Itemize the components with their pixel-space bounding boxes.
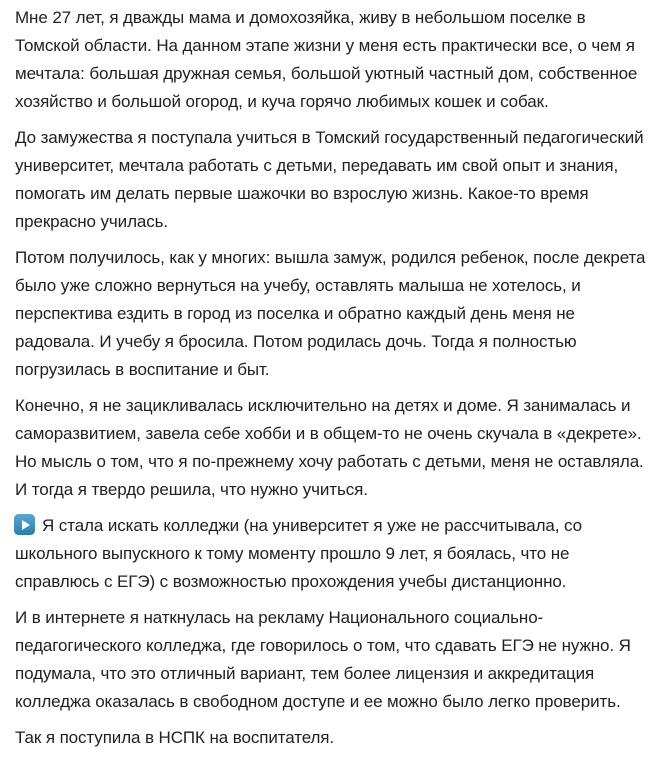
paragraph-advert: И в интернете я наткнулась на рекламу Национального социально-педагогического колледжа, где говорилось о том, что сдавать ЕГЭ не нужно. Я подумала, что это отличный вариант, тем более лицензия и аккредитация колледжа оказалась в свободном доступе и ее можно было легко проверить. <box>15 608 631 711</box>
play-triangle-icon <box>22 520 30 530</box>
paragraph-hobby: Конечно, я не зацикливалась исключительно на детях и доме. Я занималась и саморазвитием, завела себе хобби и в общем-то не очень скучала в «декрете». Но мысль о том, что я по-прежнему хочу работать с детьми, меня не оставляла. И тогда я твердо решила, что нужно учиться. <box>15 396 644 499</box>
play-icon <box>14 514 35 535</box>
paragraph-university: До замужества я поступала учиться в Томский государственный педагогический университет, мечтала работать с детьми, передавать им свой опыт и знания, помогать им делать первые шажочки во взрослую жизнь. Какое-то время прекрасно училась. <box>15 128 644 231</box>
paragraph-conclusion: Так я поступила в НСПК на воспитателя. <box>15 728 335 747</box>
paragraph-college-search <box>15 512 653 596</box>
paragraph-family: Потом получилось, как у многих: вышла замуж, родился ребенок, после декрета было уже сложно вернуться на учебу, оставлять малыша не хотелось, и перспектива ездить в город из поселка и обратно каждый день меня не радовала. И учебу я бросила. Потом родилась дочь. Тогда я полностью погрузилась в воспитание и быт. <box>15 248 646 379</box>
paragraph-intro: Мне 27 лет, я дважды мама и домохозяйка, живу в небольшом поселке в Томской области. На данном этапе жизни у меня есть практически все, о чем я мечтала: большая дружная семья, большой уютный частный дом, собственное хозяйство и большой огород, и куча горячо любимых кошек и собак. <box>15 8 638 111</box>
paragraph-college-search-text: Я стала искать колледжи (на университет я уже не рассчитывала, со школьного выпускного к тому моменту прошло 9 лет, я боялась, что не справлюсь с ЕГЭ) с возможностью прохождения учебы дистанционно. <box>15 516 582 591</box>
